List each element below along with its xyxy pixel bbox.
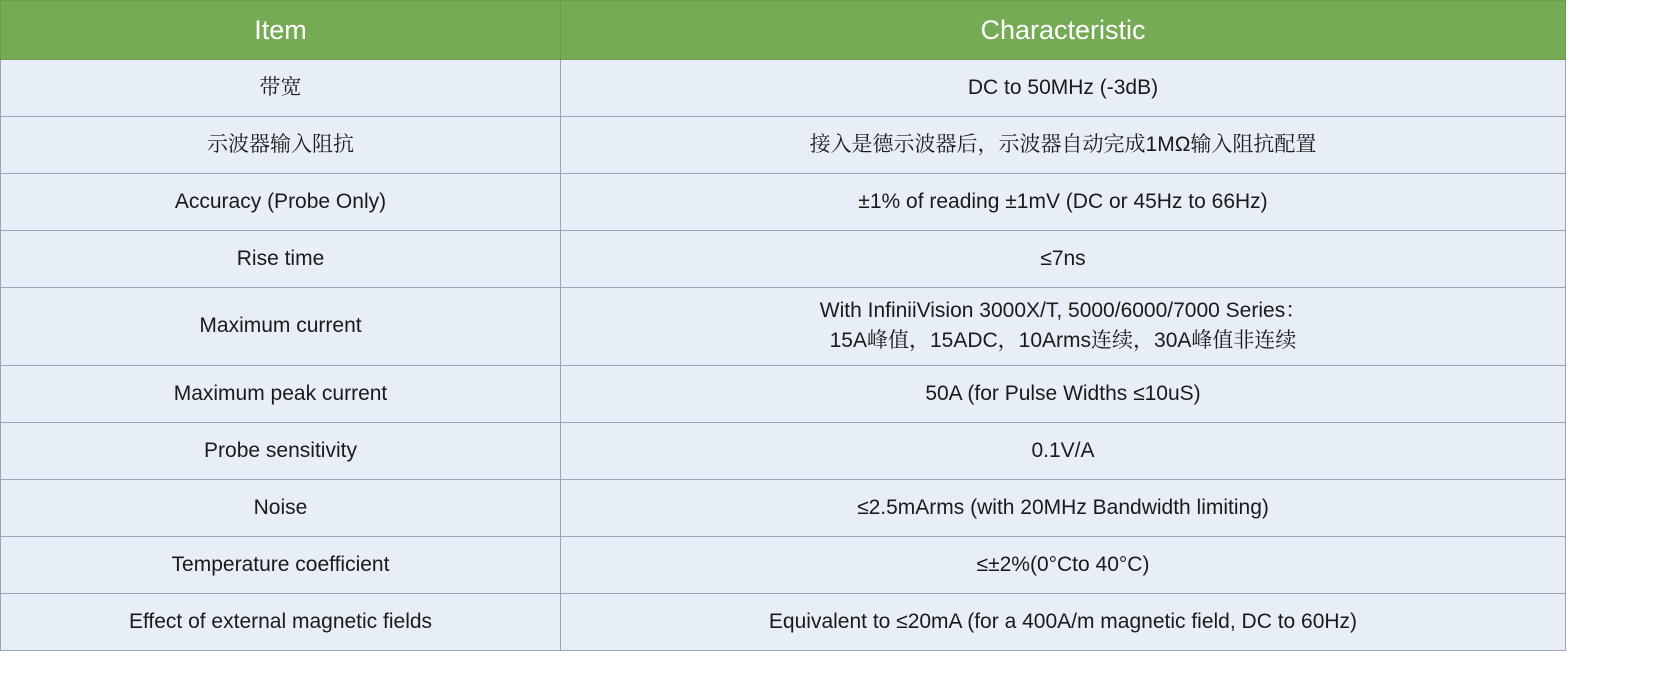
table-header: [1, 1, 1566, 60]
column-header-item: Item: [1, 1, 561, 60]
table-row: [1, 365, 1566, 422]
table-cell-characteristic: DC to 50MHz (-3dB): [561, 60, 1566, 117]
table-cell-item: Rise time: [1, 231, 561, 288]
table-cell-item: Probe sensitivity: [1, 422, 561, 479]
table-row: [1, 174, 1566, 231]
table-row: [1, 117, 1566, 174]
table-row: [1, 593, 1566, 650]
table-cell-characteristic: Equivalent to ≤20mA (for a 400A/m magnetic field, DC to 60Hz): [561, 593, 1566, 650]
table-cell-item: 带宽: [1, 60, 561, 117]
table-cell-characteristic: With InfiniiVision 3000X/T, 5000/6000/7000 Series： 15A峰值，15ADC，10Arms连续，30A峰值非连续: [561, 288, 1566, 366]
table-cell-item: 示波器输入阻抗: [1, 117, 561, 174]
table-cell-characteristic: 0.1V/A: [561, 422, 1566, 479]
table-cell-item: Effect of external magnetic fields: [1, 593, 561, 650]
table-row: [1, 422, 1566, 479]
table-cell-item: Maximum peak current: [1, 365, 561, 422]
table-cell-characteristic: 50A (for Pulse Widths ≤10uS): [561, 365, 1566, 422]
table-row: [1, 231, 1566, 288]
table-cell-item: Accuracy (Probe Only): [1, 174, 561, 231]
table-row: [1, 60, 1566, 117]
table-row: [1, 536, 1566, 593]
table-cell-item: Temperature coefficient: [1, 536, 561, 593]
table-cell-characteristic: 接入是德示波器后，示波器自动完成1MΩ输入阻抗配置: [561, 117, 1566, 174]
table-cell-item: Maximum current: [1, 288, 561, 366]
table-header-row: [1, 1, 1566, 60]
table-body: [1, 60, 1566, 651]
table-cell-characteristic: ≤2.5mArms (with 20MHz Bandwidth limiting): [561, 479, 1566, 536]
column-header-characteristic: Characteristic: [561, 1, 1566, 60]
table-cell-characteristic: ≤7ns: [561, 231, 1566, 288]
table-row: [1, 479, 1566, 536]
table-cell-item: Noise: [1, 479, 561, 536]
table-cell-characteristic: ≤±2%(0°Cto 40°C): [561, 536, 1566, 593]
table-row: [1, 288, 1566, 366]
table-cell-characteristic: ±1% of reading ±1mV (DC or 45Hz to 66Hz): [561, 174, 1566, 231]
